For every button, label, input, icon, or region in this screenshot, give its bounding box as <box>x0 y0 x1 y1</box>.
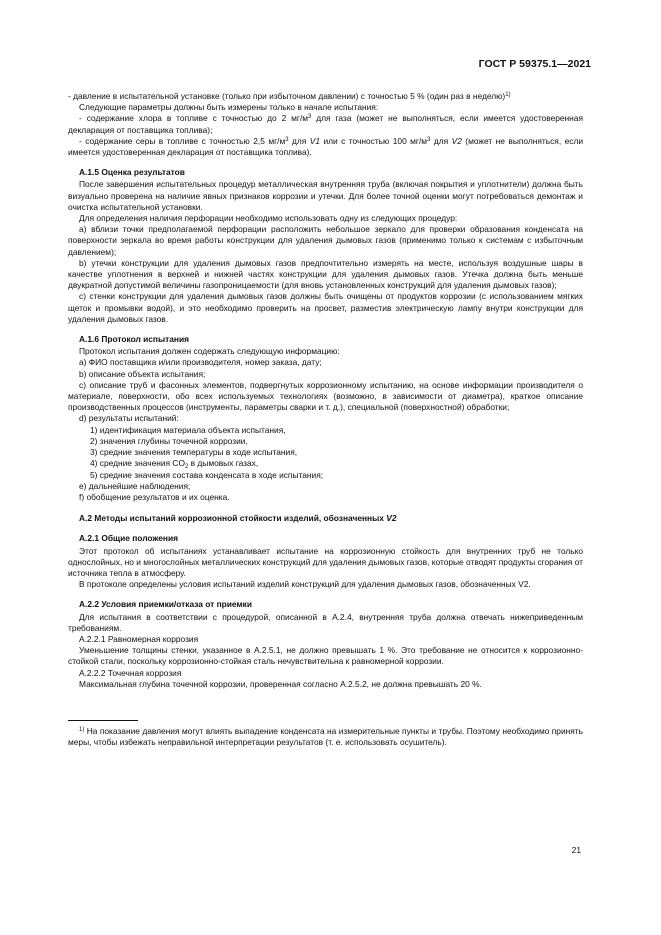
footnote-mark: 1) <box>79 726 85 733</box>
a16-item-d: d) результаты испытаний: <box>79 413 179 424</box>
section-a21-heading: А.2.1 Общие положения <box>79 533 178 544</box>
a16-item-b: b) описание объекта испытания; <box>79 368 206 379</box>
a2222-text: Максимальная глубина точечной коррозии, проверенная согласно А.2.5.2, не должна превышать 20 %. <box>79 678 482 689</box>
pressure-item: - давление в испытательной установке (только при избыточном давлении) с точностью 5 % (один раз в неделю)$^{1)}$ <box>68 91 511 101</box>
a16-item-e: е) дальнейшие наблюдения; <box>79 480 191 491</box>
footnote-ref: 1) <box>505 92 511 98</box>
a16-subitem-4: 4) средние значения $CO_2$ в дымовых газах, <box>90 458 259 471</box>
a15-item-b: b) утечки конструкции для удаления дымовых газов предпочтительно измерять на месте, используя воздушные шары в качестве уплотнения в верхней и нижней частях конструкции для удаления дымовых газов. Утечка должна быть меньше двукратной допустимой величины газопроницаемости (для вновь установленных конструкций для удаления дымовых газов); <box>68 257 583 291</box>
a21-paragraph-2: В протоколе определены условия испытаний изделий конструкций для удаления дымовых газов, обозначенных V2. <box>79 579 531 590</box>
footnote-divider <box>68 720 138 721</box>
a15-item-c: с) стенки конструкции для удаления дымовых газов должны быть очищены от продуктов коррозии (с использованием мягких щеток и промывки водой), и это необходимо проверить на просвет, разместив электрическую лампу внутри конструкции для удаления дымовых газов. <box>68 291 583 324</box>
page-number: 21 <box>571 845 581 855</box>
section-a2-heading: А.2 Методы испытаний коррозионной стойкости изделий, обозначенных V2 <box>79 513 397 524</box>
standard-header: ГОСТ Р 59375.1—2021 <box>478 58 591 70</box>
a16-subitem-5: 5) средние значения состава конденсата в ходе испытания; <box>90 469 324 480</box>
params-intro: Следующие параметры должны быть измерены только в начале испытания: <box>79 102 379 113</box>
a21-paragraph-1: Этот протокол об испытаниях устанавливает испытание на коррозионную стойкость для внутренних труб не только однослойных, но и многослойных металлических конструкций для удаления дымовых газов, которые отводят продукты сгорания от источника тепла в атмосферу. <box>68 545 583 578</box>
section-a22-heading: А.2.2 Условия приемки/отказа от приемки <box>79 599 252 610</box>
a15-item-a: а) вблизи точки предполагаемой перфорации расположить небольшое зеркало для проверки образования конденсата на поверхности зеркала во время работы конструкции для удаления дымовых газов (применимо только к системам с избыточным давлением); <box>68 224 583 257</box>
a15-paragraph-2: Для определения наличия перфорации необходимо использовать одну из следующих процедур: <box>79 213 458 224</box>
a15-paragraph-1: После завершения испытательных процедур металлическая внутренняя труба (включая покрытия и уплотнители) должна быть визуально проверена на наличие явных признаков коррозии и утечки. Для более точной оценки могут потребоваться демонтаж и очистка испытательной установки. <box>68 179 583 212</box>
a2221-title: А.2.2.1 Равномерная коррозия <box>79 633 199 644</box>
a16-subitem-2: 2) значения глубины точечной коррозии, <box>90 435 248 446</box>
a16-subitem-3: 3) средние значения температуры в ходе испытания, <box>90 447 298 458</box>
a16-item-a: а) ФИО поставщика и/или производителя, номер заказа, дату; <box>79 357 322 368</box>
a2221-text: Уменьшение толщины стенки, указанное в А.2.5.1, не должно превышать 1 %. Это требование не относится к коррозионно-стойкой стали, поскольку коррозионно-стойкая сталь нечувствительна к равномерной коррозии. <box>68 645 583 667</box>
sulfur-item: - содержание серы в топливе с точностью 2,5 $мг/м^3$ для V1 или с точностью 100 $мг/м^3$ для V2 (может не выполняться, если имеется удостоверенная декларация от поставщика топлива). <box>68 135 584 158</box>
a16-subitem-1: 1) идентификация материала объекта испытания, <box>90 424 286 435</box>
a16-item-c: с) описание труб и фасонных элементов, подвергнутых коррозионному испытанию, на основе информации производителя о материале, поверхности, обо всех используемых технологиях (возможно, в зависимости от диаметра), краткое описание производственных процессов (инструменты, параметры сварки и т. д.), специальной (поверхностной) обработки; <box>68 379 583 413</box>
a2222-title: А.2.2.2 Точечная коррозия <box>79 667 182 678</box>
section-a16-heading: А.1.6 Протокол испытания <box>79 334 189 345</box>
a16-item-f: f) обобщение результатов и их оценка. <box>79 491 230 502</box>
footnote: $^{1)}$ На показание давления могут влиять выпадение конденсата на измерительные пункты и трубы. Поэтому необходимо принять меры, чтобы избежать неправильной интерпретации результатов (т. е. использовать осушитель). <box>68 725 583 748</box>
chlorine-item: - содержание хлора в топливе с точностью до 2 $мг/м^3$ для газа (может не выполняться, если имеется удостоверенная декларация от поставщика топлива); <box>68 113 583 135</box>
a22-paragraph-1: Для испытания в соответствии с процедурой, описанной в А.2.4, внутренняя труба должна отвечать нижеприведенным требованиям. <box>68 611 583 633</box>
section-a15-heading: А.1.5 Оценка результатов <box>79 167 185 178</box>
a16-intro: Протокол испытания должен содержать следующую информацию: <box>79 346 340 357</box>
